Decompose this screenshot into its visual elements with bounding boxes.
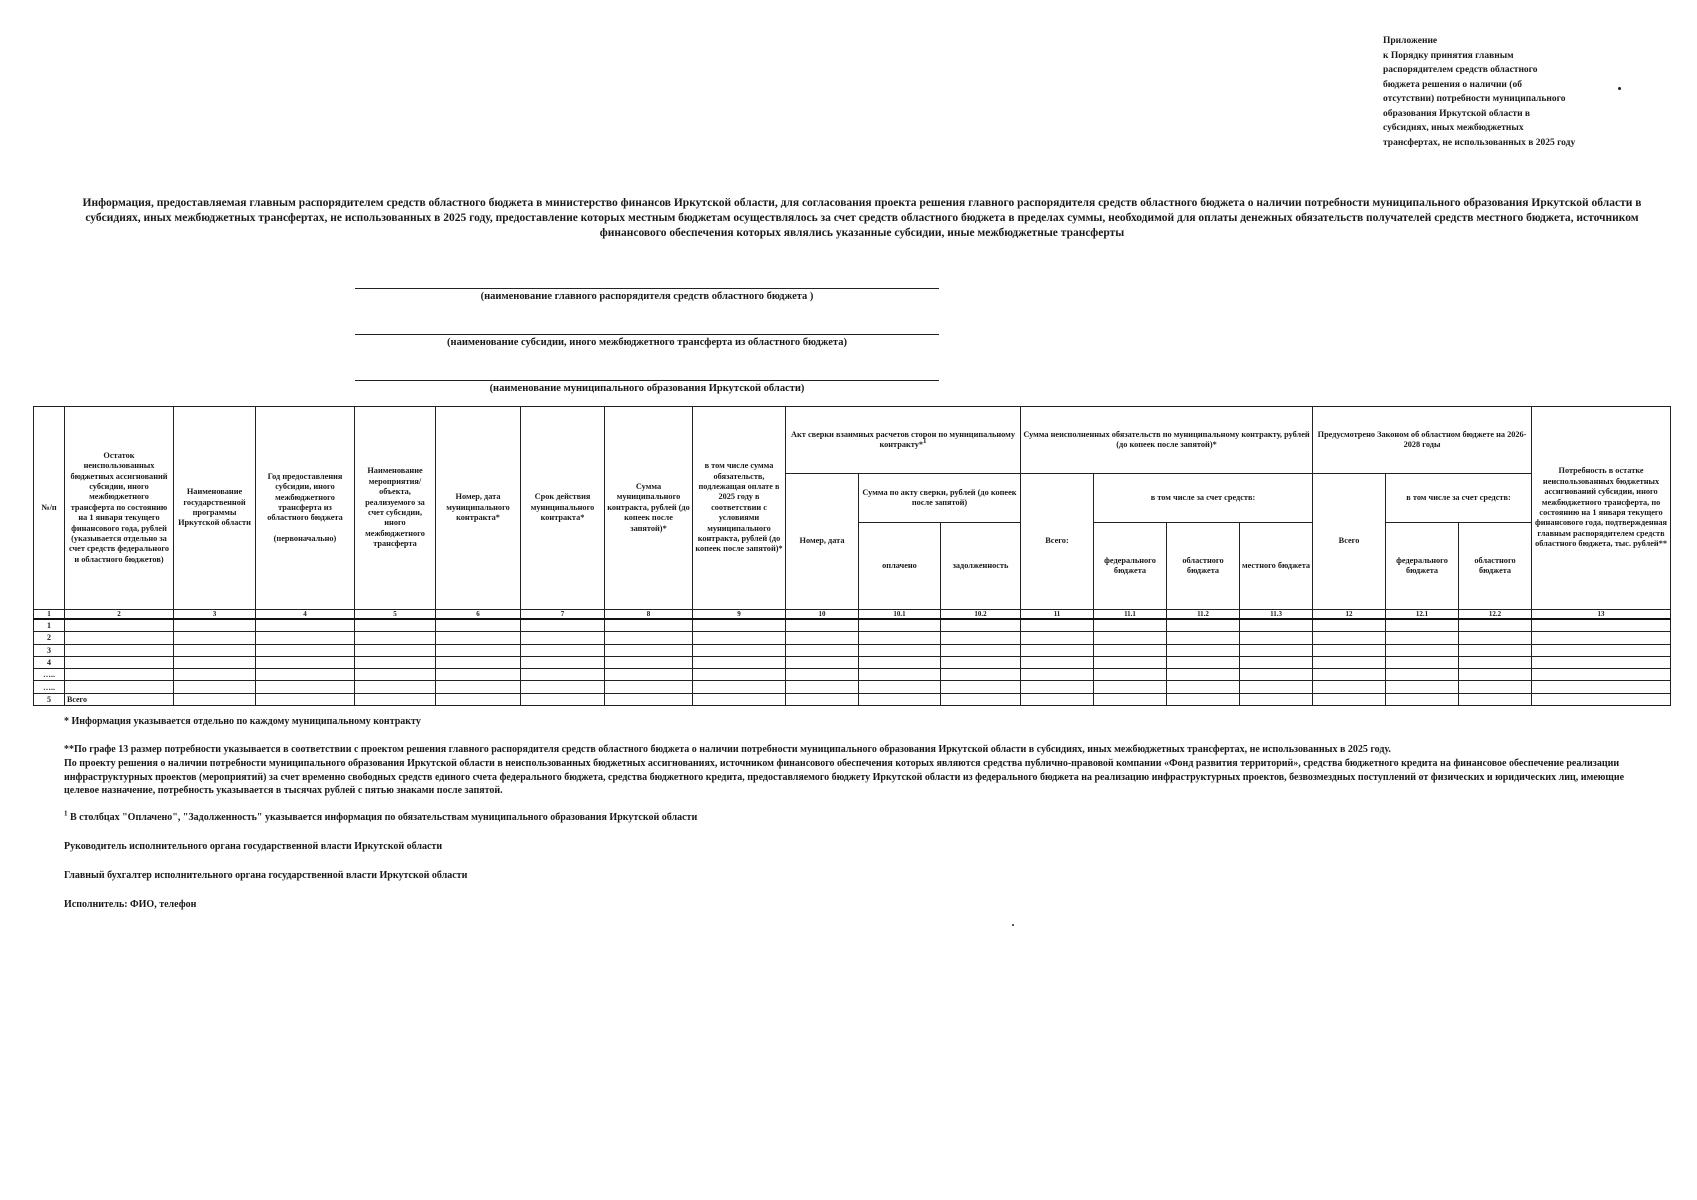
table-cell[interactable]: [1313, 656, 1386, 668]
table-cell[interactable]: [1094, 681, 1167, 693]
scan-speck: [1012, 924, 1014, 926]
header-law-incl: в том числе за счет средств:: [1386, 473, 1532, 522]
table-cell[interactable]: [605, 669, 693, 681]
appendix-line: отсутствии) потребности муниципального: [1383, 94, 1566, 104]
table-cell[interactable]: [1532, 656, 1671, 668]
table-body: [34, 619, 1671, 705]
appendix-line: субсидиях, иных межбюджетных: [1383, 123, 1524, 133]
column-number: 3: [174, 610, 256, 620]
row-label-cell[interactable]: [65, 669, 174, 681]
municipality-field-caption: (наименование муниципального образования Иркутской области): [489, 383, 805, 394]
table-cell[interactable]: [1167, 644, 1240, 656]
header-unfulfilled-total: Всего:: [1021, 473, 1094, 609]
table-cell[interactable]: [1021, 632, 1094, 644]
column-numbers-row: [34, 610, 1671, 620]
table-cell[interactable]: [1021, 693, 1094, 705]
table-cell[interactable]: [1532, 681, 1671, 693]
table-cell[interactable]: [859, 619, 941, 632]
table-cell[interactable]: [1313, 632, 1386, 644]
table-cell[interactable]: [1386, 632, 1459, 644]
table-cell[interactable]: [1167, 656, 1240, 668]
table-cell[interactable]: [859, 693, 941, 705]
document-title: Информация, предоставляемая главным распорядителем средств областного бюджета в министерство финансов Иркутской области, для согласования проекта решения главного распорядителя средств областного бюджета о наличии потребности муниципального образования Иркутской области в субсидиях, иных межбюджетных трансфертах, не использованных в 2025 году, предоставление которых местным бюджетам осуществлялось за счет средств областного бюджета в пределах суммы, необходимой для оплаты денежных обязательств получателей средств местного бюджета, источником финансового обеспечения которых являлись указанные субсидии, иные межбюджетные трансферты: [82, 197, 1642, 239]
row-label-cell[interactable]: [65, 656, 174, 668]
scan-speck: [1618, 87, 1621, 90]
table-cell[interactable]: [1021, 656, 1094, 668]
grbs-field-caption: (наименование главного распорядителя средств областного бюджета ): [480, 291, 814, 302]
header-paid: оплачено: [859, 523, 941, 610]
table-cell[interactable]: [859, 669, 941, 681]
table-cell[interactable]: [1532, 619, 1671, 632]
table-cell[interactable]: [1459, 644, 1532, 656]
header-act-text: Акт сверки взаимных расчетов сторон по муниципальному контракту*: [791, 429, 1015, 449]
table-cell[interactable]: [941, 681, 1021, 693]
table-cell[interactable]: [174, 632, 256, 644]
table-cell[interactable]: [256, 656, 355, 668]
table-cell[interactable]: [174, 619, 256, 632]
table-cell[interactable]: [693, 681, 786, 693]
appendix-line: трансфертах, не использованных в 2025 году: [1383, 137, 1576, 148]
municipality-field-line[interactable]: [355, 380, 939, 381]
note-footnote-mark: 1: [64, 809, 68, 818]
table-row: [34, 669, 1671, 681]
table-row: [34, 632, 1671, 644]
header-unfulfilled-federal: федерального бюджета: [1094, 523, 1167, 610]
column-number: 10.1: [859, 610, 941, 620]
table-cell[interactable]: [355, 644, 436, 656]
column-number: 11.3: [1240, 610, 1313, 620]
column-number: 8: [605, 610, 693, 620]
table-cell[interactable]: [256, 619, 355, 632]
note-paid-debt: [64, 811, 1654, 825]
appendix-line: к Порядку принятия главным: [1383, 50, 1514, 61]
column-number: 12.1: [1386, 610, 1459, 620]
column-number: 7: [521, 610, 605, 620]
table-cell[interactable]: [786, 669, 859, 681]
header-obligations-2025: в том числе сумма обязательств, подлежащая оплате в 2025 году в соответствии с условиями муниципального контракта, рублей (до копеек после запятой)*: [693, 407, 786, 610]
header-unfulfilled: Сумма неисполненных обязательств по муниципальному контракту, рублей (до копеек после запятой)*: [1021, 407, 1313, 474]
table-cell[interactable]: [436, 693, 521, 705]
table-cell[interactable]: [1386, 693, 1459, 705]
appendix-line: бюджета решения о наличии (об: [1383, 79, 1522, 90]
column-number: 4: [256, 610, 355, 620]
table-cell[interactable]: [941, 693, 1021, 705]
table-cell[interactable]: [605, 632, 693, 644]
table-cell[interactable]: [1386, 669, 1459, 681]
header-law: Предусмотрено Законом об областном бюджете на 2026-2028 годы: [1313, 407, 1532, 474]
table-cell[interactable]: [786, 632, 859, 644]
table-cell[interactable]: [786, 619, 859, 632]
row-label-cell[interactable]: Всего: [65, 693, 174, 705]
note-paid-debt-text: В столбцах "Оплачено", "Задолженность" указывается информация по обязательствам муниципального образования Иркутской области: [70, 812, 698, 823]
header-act-sum: Сумма по акту сверки, рублей (до копеек после запятой): [859, 473, 1021, 522]
appendix-line: распорядителем средств областного: [1383, 65, 1538, 75]
header-balance: Остаток неиспользованных бюджетных ассигнований субсидии, иного межбюджетного трансферта по состоянию на 1 января текущего финансового года, рублей (указывается отдельно за счет средств федерального и областного бюджетов): [65, 407, 174, 610]
table-cell[interactable]: [1021, 681, 1094, 693]
table-cell[interactable]: [1313, 681, 1386, 693]
table-cell[interactable]: [1459, 669, 1532, 681]
table-cell[interactable]: [256, 681, 355, 693]
column-number: 12: [1313, 610, 1386, 620]
table-cell[interactable]: [1532, 693, 1671, 705]
column-number: 13: [1532, 610, 1671, 620]
table-cell[interactable]: [1167, 681, 1240, 693]
row-number: 4: [34, 656, 65, 668]
table-cell[interactable]: [1386, 619, 1459, 632]
table-cell[interactable]: [693, 644, 786, 656]
header-debt: задолженность: [941, 523, 1021, 610]
header-law-federal: федерального бюджета: [1386, 523, 1459, 610]
column-number: 11: [1021, 610, 1094, 620]
row-label-cell[interactable]: [65, 619, 174, 632]
table-cell[interactable]: [1313, 644, 1386, 656]
table-cell[interactable]: [521, 669, 605, 681]
table-cell[interactable]: [1240, 632, 1313, 644]
table-cell[interactable]: [355, 619, 436, 632]
table-row: [34, 681, 1671, 693]
column-number: 12.2: [1459, 610, 1532, 620]
table-cell[interactable]: [1386, 681, 1459, 693]
table-cell[interactable]: [174, 656, 256, 668]
table-cell[interactable]: [693, 619, 786, 632]
column-number: 10.2: [941, 610, 1021, 620]
table-cell[interactable]: [436, 681, 521, 693]
table-cell[interactable]: [605, 681, 693, 693]
header-unfulfilled-regional: областного бюджета: [1167, 523, 1240, 610]
table-cell[interactable]: [1459, 619, 1532, 632]
table-cell[interactable]: [1240, 644, 1313, 656]
table-cell[interactable]: [693, 693, 786, 705]
table-cell[interactable]: [256, 632, 355, 644]
header-contract-term: Срок действия муниципального контракта*: [521, 407, 605, 610]
note-column-13: **По графе 13 размер потребности указывается в соответствии с проектом решения главного распорядителя средств областного бюджета о наличии потребности муниципального образования Иркутской области в субсидиях, иных межбюджетных трансфертах, не использованных в 2025 году.: [64, 744, 1391, 755]
table-cell[interactable]: [605, 693, 693, 705]
table-cell[interactable]: [859, 644, 941, 656]
table-cell[interactable]: [786, 681, 859, 693]
table-cell[interactable]: [941, 619, 1021, 632]
table-cell[interactable]: [859, 632, 941, 644]
row-number: 3: [34, 644, 65, 656]
table-cell[interactable]: [256, 693, 355, 705]
table-cell[interactable]: [1094, 644, 1167, 656]
table-cell[interactable]: [941, 669, 1021, 681]
row-label-cell[interactable]: [65, 681, 174, 693]
table-row: [34, 619, 1671, 632]
header-law-total: Всего: [1313, 473, 1386, 609]
header-num: №/п: [34, 407, 65, 610]
table-cell[interactable]: [436, 632, 521, 644]
table-cell[interactable]: [256, 669, 355, 681]
table-cell[interactable]: [1167, 632, 1240, 644]
table-cell[interactable]: [859, 656, 941, 668]
row-number: 2: [34, 632, 65, 644]
column-number: 5: [355, 610, 436, 620]
row-label-cell[interactable]: [65, 644, 174, 656]
subsidy-field-line[interactable]: [355, 334, 939, 335]
header-act-footnote-mark: 1: [923, 437, 927, 446]
table-cell[interactable]: [355, 693, 436, 705]
header-law-regional: областного бюджета: [1459, 523, 1532, 610]
table-cell[interactable]: [1094, 619, 1167, 632]
table-cell[interactable]: [436, 669, 521, 681]
table-cell[interactable]: [1240, 656, 1313, 668]
column-number: 2: [65, 610, 174, 620]
header-act-number: Номер, дата: [786, 473, 859, 609]
signature-executor: Исполнитель: ФИО, телефон: [64, 899, 197, 910]
table-cell[interactable]: [1094, 656, 1167, 668]
appendix-block: [1383, 34, 1613, 150]
appendix-line: Приложение: [1383, 36, 1438, 46]
header-unfulfilled-local: местного бюджета: [1240, 523, 1313, 610]
table-cell[interactable]: [355, 669, 436, 681]
note-special-sources: По проекту решения о наличии потребности муниципального образования Иркутской области в неиспользованных бюджетных ассигнованиях, источником финансового обеспечения которых являются средства публично-правовой компании «Фонд развития территорий», средства бюджетного кредита на финансовое обеспечение реализации инфраструктурных проектов (мероприятий) за счет временно свободных средств единого счета федерального бюджета, средства бюджетного кредита, предоставляемого бюджету Иркутской области из федерального бюджета на реализацию инфраструктурных проектов, безвозмездных поступлений от физических и юридических лиц, имеющие целевое назначение, потребность указывается в тысячах рублей с пятью знаками после запятой.: [64, 758, 1625, 796]
table-cell[interactable]: [941, 632, 1021, 644]
table-cell[interactable]: [1459, 681, 1532, 693]
table-cell[interactable]: [1459, 656, 1532, 668]
header-year-note: (первоначально): [273, 533, 337, 543]
table-cell[interactable]: [786, 644, 859, 656]
row-number: …..: [34, 669, 65, 681]
table-cell[interactable]: [1459, 632, 1532, 644]
table-cell[interactable]: [1240, 693, 1313, 705]
row-number: 5: [34, 693, 65, 705]
table-cell[interactable]: [1313, 693, 1386, 705]
table-cell[interactable]: [1532, 669, 1671, 681]
table-cell[interactable]: [1094, 669, 1167, 681]
row-number: …..: [34, 681, 65, 693]
table-row: [34, 693, 1671, 705]
table-cell[interactable]: [521, 644, 605, 656]
table-cell[interactable]: [1094, 632, 1167, 644]
table-cell[interactable]: [436, 656, 521, 668]
column-number: 1: [34, 610, 65, 620]
column-number: 11.2: [1167, 610, 1240, 620]
subsidy-field-caption: (наименование субсидии, иного межбюджетного трансферта из областного бюджета): [447, 337, 847, 348]
signature-accountant: Главный бухгалтер исполнительного органа государственной власти Иркутской области: [64, 870, 468, 881]
table-cell[interactable]: [786, 693, 859, 705]
grbs-field-line[interactable]: [355, 288, 939, 289]
column-number: 11.1: [1094, 610, 1167, 620]
table-cell[interactable]: [1167, 669, 1240, 681]
column-number: 9: [693, 610, 786, 620]
note-contract: * Информация указывается отдельно по каждому муниципальному контракту: [64, 716, 421, 727]
table-cell[interactable]: [1021, 619, 1094, 632]
table-cell[interactable]: [1167, 619, 1240, 632]
table-cell[interactable]: [521, 619, 605, 632]
appendix-line: образования Иркутской области в: [1383, 108, 1531, 119]
table-cell[interactable]: [693, 656, 786, 668]
table-cell[interactable]: [1386, 656, 1459, 668]
header-act: [786, 407, 1021, 474]
row-label-cell[interactable]: [65, 632, 174, 644]
table-cell[interactable]: [1240, 681, 1313, 693]
table-cell[interactable]: [1094, 693, 1167, 705]
signature-head: Руководитель исполнительного органа государственной власти Иркутской области: [64, 841, 443, 852]
header-program: Наименование государственной программы Иркутской области: [174, 407, 256, 610]
table-row: [34, 656, 1671, 668]
table-cell[interactable]: [1240, 619, 1313, 632]
data-table: [33, 406, 1671, 706]
header-contract-sum: Сумма муниципального контракта, рублей (до копеек после запятой)*: [605, 407, 693, 610]
table-cell[interactable]: [859, 681, 941, 693]
table-cell[interactable]: [355, 681, 436, 693]
header-need: Потребность в остатке неиспользованных бюджетных ассигнований субсидии, иного межбюджетного трансферта, по состоянию на 1 января текущего финансового года, подтвержденная главным распорядителем средств областного бюджета, тыс. рублей**: [1532, 407, 1671, 610]
table-cell[interactable]: [1167, 693, 1240, 705]
column-number: 10: [786, 610, 859, 620]
table-cell[interactable]: [693, 669, 786, 681]
table-cell[interactable]: [174, 693, 256, 705]
table-cell[interactable]: [355, 656, 436, 668]
table-cell[interactable]: [521, 632, 605, 644]
table-cell[interactable]: [605, 656, 693, 668]
table-cell[interactable]: [605, 644, 693, 656]
table-cell[interactable]: [1313, 669, 1386, 681]
table-cell[interactable]: [436, 644, 521, 656]
table-cell[interactable]: [521, 656, 605, 668]
table-cell[interactable]: [1021, 669, 1094, 681]
table-cell[interactable]: [436, 619, 521, 632]
table-cell[interactable]: [941, 644, 1021, 656]
table-cell[interactable]: [174, 681, 256, 693]
table-cell[interactable]: [1532, 632, 1671, 644]
header-event: Наименование мероприятия/ объекта, реализуемого за счет субсидии, иного межбюджетного трансферта: [355, 407, 436, 610]
table-cell[interactable]: [256, 644, 355, 656]
table-cell[interactable]: [521, 681, 605, 693]
table-cell[interactable]: [1240, 669, 1313, 681]
table-cell[interactable]: [1459, 693, 1532, 705]
row-number: 1: [34, 619, 65, 632]
table-cell[interactable]: [174, 644, 256, 656]
table-cell[interactable]: [605, 619, 693, 632]
table-row: [34, 644, 1671, 656]
table-cell[interactable]: [693, 632, 786, 644]
header-unfulfilled-incl: в том числе за счет средств:: [1094, 473, 1313, 522]
column-number: 6: [436, 610, 521, 620]
table-cell[interactable]: [941, 656, 1021, 668]
header-year: [256, 407, 355, 610]
table-cell[interactable]: [1386, 644, 1459, 656]
table-cell[interactable]: [521, 693, 605, 705]
table-cell[interactable]: [1532, 644, 1671, 656]
table-cell[interactable]: [355, 632, 436, 644]
table-cell[interactable]: [1021, 644, 1094, 656]
header-contract-number: Номер, дата муниципального контракта*: [436, 407, 521, 610]
header-year-main: Год предоставления субсидии, иного межбюджетного трансферта из областного бюджета: [267, 471, 343, 523]
table-cell[interactable]: [786, 656, 859, 668]
table-cell[interactable]: [174, 669, 256, 681]
table-cell[interactable]: [1313, 619, 1386, 632]
